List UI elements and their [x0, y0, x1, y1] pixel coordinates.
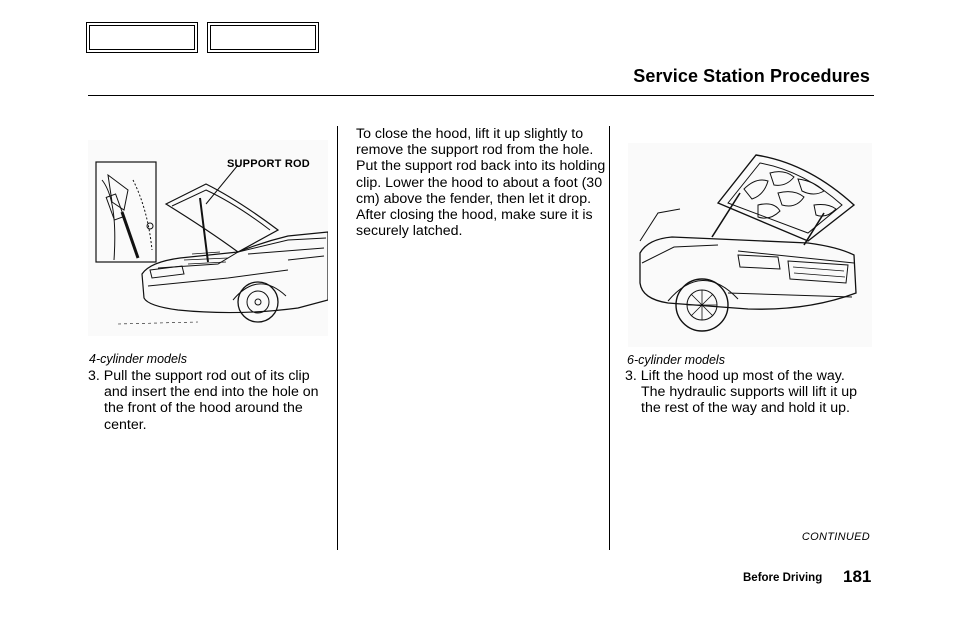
nav-button-1[interactable] [86, 22, 198, 53]
page-number: 181 [843, 567, 872, 586]
paragraph-close-hood: To close the hood, lift it up slightly to remove the support rod from the hole. Put the support rod back into its holding clip. Lower the hood to about a foot (30 cm) above the fender, then let it drop. [356, 126, 606, 207]
nav-button-2[interactable] [207, 22, 319, 53]
caption-6-cylinder: 6-cylinder models [627, 353, 725, 367]
step-3-6-cylinder: 3. Lift the hood up most of the way. The hydraulic supports will lift it up the rest of the way and hold it up. [625, 368, 858, 417]
column-divider-left [337, 126, 338, 550]
title-divider [88, 95, 874, 96]
step-3-4-cylinder: 3. Pull the support rod out of its clip and insert the end into the hole on the front of the hood around the center. [88, 368, 319, 433]
figure-6-cylinder-hood [628, 143, 872, 347]
caption-4-cylinder: 4-cylinder models [89, 352, 187, 366]
section-name: Before Driving [743, 572, 823, 584]
close-hood-instructions [356, 126, 606, 239]
support-rod-label: SUPPORT ROD [227, 158, 310, 170]
paragraph-latch-check: After closing the hood, make sure it is securely latched. [356, 207, 593, 240]
column-divider-right [609, 126, 610, 550]
page-title: Service Station Procedures [633, 66, 870, 86]
continued-label: CONTINUED [801, 531, 870, 543]
